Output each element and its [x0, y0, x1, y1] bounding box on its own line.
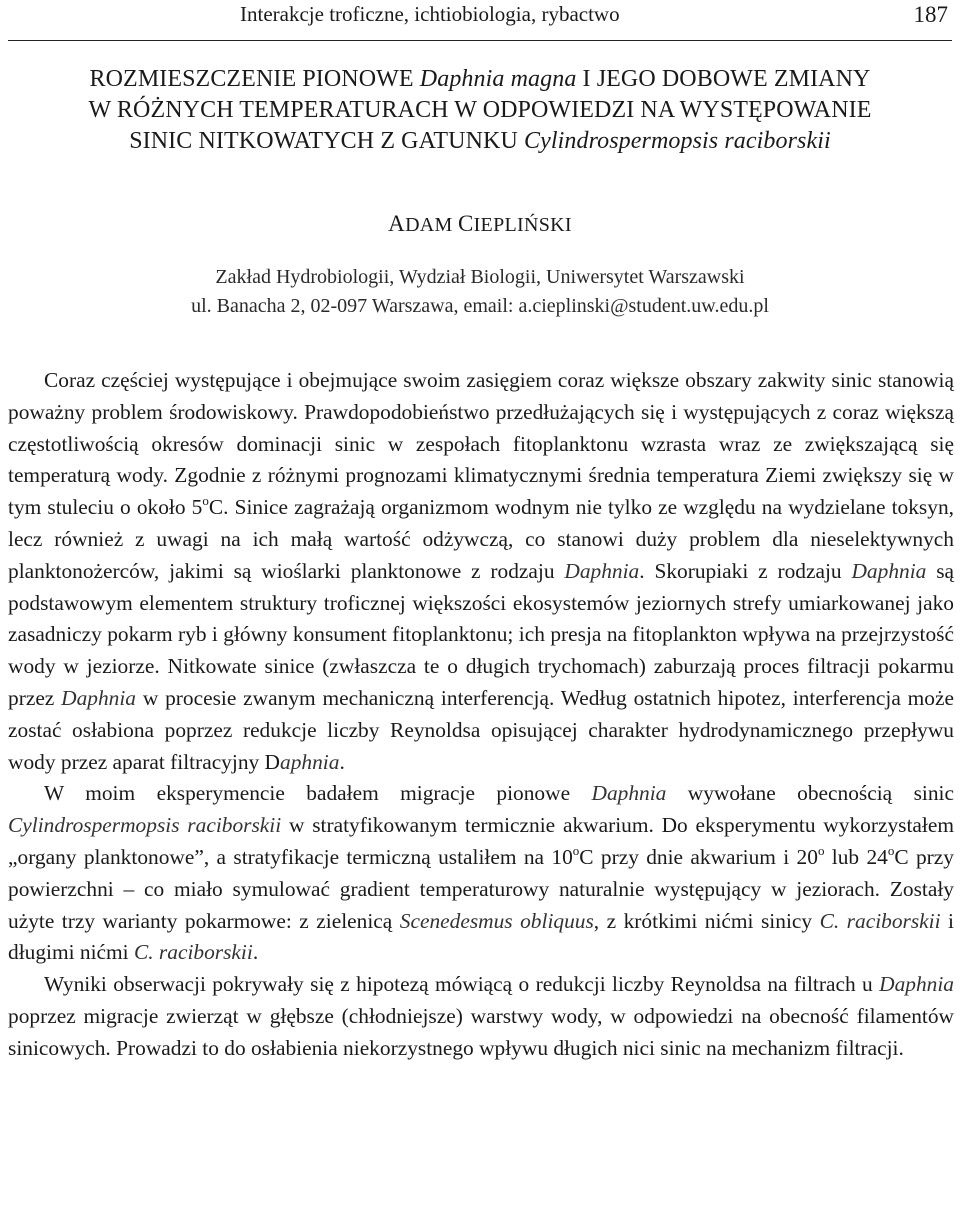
author-affiliation: [0, 263, 960, 321]
running-title: Interakcje troficzne, ichtiobiologia, rybactwo: [240, 2, 620, 26]
paragraph-3: Wyniki obserwacji pokrywały się z hipotezą mówiącą o redukcji liczby Reynoldsa na filtrach u Daphnia poprzez migracje zwierząt w głębsze (chłodniejsze) warstwy wody, w odpowiedzi na obecność filamentów sinicowych. Prowadzi to do osłabienia niekorzystnego wpływu długich nici sinic na mechanizm filtracji.: [8, 972, 954, 1060]
author-name: ADAM CIEPLIŃSKI: [388, 211, 572, 236]
page-number: 187: [913, 2, 948, 27]
article-title: [0, 64, 960, 157]
paragraph-2: W moim eksperymencie badałem migracje pionowe Daphnia wywołane obecnością sinic Cylindrospermopsis raciborskii w stratyfikowanym termicznie akwarium. Do eksperymentu wykorzystałem „organy planktonowe”, a stratyfikacje termiczną ustaliłem na 10$^o$C przy dnie akwarium i 20$^o$ lub 24$^o$C przy powierzchni – co miało symulować gradient temperaturowy naturalnie występujący w jeziorach. Zostały użyte trzy warianty pokarmowe: z zielenicą Scenedesmus obliquus, z krótkimi nićmi sinicy C. raciborskii i długimi nićmi C. raciborskii.: [8, 781, 954, 965]
abstract-body: [8, 365, 954, 1065]
title-line-3: SINIC NITKOWATYCH Z GATUNKU Cylindrospermopsis raciborskii: [129, 128, 831, 154]
affiliation-line-2: ul. Banacha 2, 02-097 Warszawa, email: a.cieplinski@student.uw.edu.pl: [191, 295, 769, 317]
running-header: [8, 0, 952, 41]
paragraph-1: Coraz częściej występujące i obejmujące swoim zasięgiem coraz większe obszary zakwity sinic stanowią poważny problem środowiskowy. Prawdopodobieństwo przedłużających się i występujących z coraz większą częstotliwością okresów dominacji sinic w zespołach fitoplanktonu wzrasta wraz ze zwiększającą się temperaturą wody. Zgodnie z różnymi prognozami klimatycznymi średnia temperatura Ziemi zwiększy się w tym stuleciu o około 5$^o$C. Sinice zagrażają organizmom wodnym nie tylko ze względu na wydzielane toksyn, lecz również z uwagi na ich małą wartość odżywczą, co stanowi duży problem dla nieselektywnych planktonożerców, jakimi są wioślarki planktonowe z rodzaju Daphnia. Skorupiaki z rodzaju Daphnia są podstawowym elementem struktury troficznej większości ekosystemów jeziornych strefy umiarkowanej jako zasadniczy pokarm ryb i główny konsument fitoplanktonu; ich presja na fitoplankton wpływa na przejrzystość wody w jeziorze. Nitkowate sinice (zwłaszcza te o długich trychomach) zaburzają proces filtracji pokarmu przez Daphnia w procesie zwanym mechaniczną interferencją. Według ostatnich hipotez, interferencja może zostać osłabiona poprzez redukcje liczby Reynoldsa opisującej charakter hydrodynamicznego przepływu wody przez aparat filtracyjny Daphnia.: [8, 368, 955, 774]
title-line-2: W RÓŻNYCH TEMPERATURACH W ODPOWIEDZI NA WYSTĘPOWANIE: [88, 97, 872, 123]
title-line-1: ROZMIESZCZENIE PIONOWE Daphnia magna I JEGO DOBOWE ZMIANY: [89, 66, 871, 92]
affiliation-line-1: Zakład Hydrobiologii, Wydział Biologii, Uniwersytet Warszawski: [215, 266, 745, 288]
